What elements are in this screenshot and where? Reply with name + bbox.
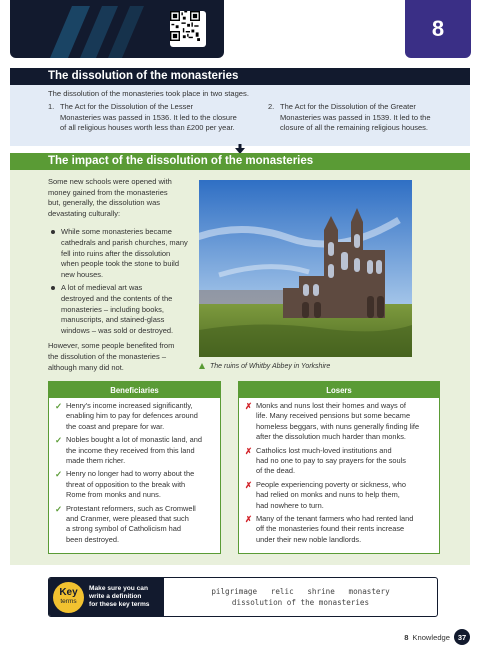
stage-1	[48, 102, 248, 134]
impact-body	[48, 177, 198, 373]
text-line: for these key terms	[89, 601, 150, 608]
beneficiaries-title: Beneficiaries	[49, 382, 220, 398]
text-line: windows – was sold or destroyed.	[61, 325, 174, 335]
key-badge-word: Key	[59, 587, 78, 598]
dissolution-section	[10, 68, 470, 146]
qr-code-graphic	[170, 11, 200, 41]
text-line: Some new schools were opened with	[48, 177, 172, 186]
qr-code-icon[interactable]	[170, 11, 206, 47]
cross-icon: ✗	[245, 445, 253, 456]
bullet-dot-icon	[51, 286, 55, 290]
terms-badge-word: terms	[60, 598, 77, 605]
dissolution-heading: The dissolution of the monasteries	[10, 68, 470, 85]
key-terms-label-panel	[49, 578, 164, 616]
cross-icon: ✗	[245, 514, 253, 525]
text-line: and Cranmer, were pleased that such	[66, 514, 189, 524]
key-terms-instruction	[89, 585, 161, 609]
text-line: manuscripts, and stained-glass	[61, 315, 165, 325]
text-line: made them richer.	[66, 456, 126, 466]
triangle-pointer-icon	[199, 363, 205, 369]
text-line: enabling him to pay for defences around	[66, 411, 198, 421]
beneficiary-item	[55, 504, 215, 546]
text-line: A lot of medieval art was	[61, 283, 143, 293]
abbey-illustration	[199, 180, 412, 357]
text-line: the coast and prepare for war.	[66, 421, 165, 431]
top-banner	[10, 0, 224, 58]
impact-heading: The impact of the dissolution of the monasteries	[10, 153, 470, 170]
tick-icon: ✓	[55, 435, 63, 446]
tick-icon: ✓	[55, 503, 63, 514]
text-line: money gained from the monasteries	[48, 187, 168, 197]
text-line: life. Many received pensions but some became	[256, 411, 411, 421]
stage-2-number: 2.	[268, 102, 275, 111]
loser-item	[245, 514, 434, 545]
losers-table	[238, 381, 440, 554]
loser-item	[245, 480, 434, 511]
text-line: fell into ruins after the dissolution	[61, 248, 171, 258]
dissolution-intro: The dissolution of the monasteries took place in two stages.	[48, 89, 249, 98]
losers-title: Losers	[239, 382, 439, 398]
impact-bullets	[48, 227, 198, 336]
text-line: While some monasteries became	[61, 227, 172, 237]
stage-1-line: Monasteries was passed in 1536. It led to the closure	[60, 112, 237, 122]
text-line: monasteries – including books,	[61, 304, 164, 314]
text-line: Catholics lost much-loved institutions and	[256, 445, 392, 455]
cross-icon: ✗	[245, 479, 253, 490]
text-line: Protestant reformers, such as Cromwell	[66, 503, 196, 513]
cross-icon: ✗	[245, 401, 253, 411]
text-line: been destroyed.	[66, 534, 120, 544]
text-line: Make sure you can	[89, 585, 149, 592]
key-terms-line: pilgrimage relic shrine monastery	[211, 587, 390, 596]
text-line: of the dead.	[256, 466, 296, 476]
text-line: after the dissolution much harder than monks.	[256, 432, 406, 442]
stage-2	[268, 102, 468, 134]
footer-section: Knowledge	[412, 632, 450, 642]
beneficiary-item	[55, 469, 215, 500]
key-terms-box	[48, 577, 438, 617]
text-line: under their new noble landlords.	[256, 534, 362, 544]
text-line: the dissolution of the monasteries –	[48, 351, 166, 361]
bullet-dot-icon	[51, 230, 55, 234]
text-line: homeless beggars, with nuns generally finding life	[256, 421, 420, 431]
loser-item	[245, 446, 434, 477]
text-line: cathedrals and parish churches, many	[61, 237, 188, 247]
text-line: had relied on monks and nuns to help them,	[256, 490, 400, 500]
text-line: destroyed and the contents of the	[61, 293, 173, 303]
text-line: when people took the stone to build	[61, 259, 180, 269]
bullet-item	[48, 283, 198, 336]
text-line: However, some people benefited from	[48, 341, 175, 351]
text-line: devastating culturally:	[48, 208, 121, 218]
chapter-number-tab: 8	[405, 0, 471, 58]
text-line: a strong symbol of Catholicism had	[66, 524, 182, 534]
text-line: Many of the tenant farmers who had rented land	[256, 514, 414, 524]
whitby-abbey-photo	[199, 180, 412, 357]
tick-icon: ✓	[55, 469, 63, 480]
text-line: write a definition	[89, 593, 142, 600]
impact-section	[10, 153, 470, 565]
key-terms-list	[164, 578, 437, 616]
text-line: had nowhere to turn.	[256, 500, 324, 510]
loser-item	[245, 401, 434, 443]
text-line: threat of opposition to the break with	[66, 479, 186, 489]
key-terms-line: dissolution of the monasteries	[231, 598, 370, 607]
impact-intro	[48, 177, 198, 219]
tick-icon: ✓	[55, 401, 63, 411]
key-terms-badge	[53, 582, 84, 613]
stage-2-line: closure of all the remaining religious houses.	[280, 123, 428, 133]
text-line: the income they received from this land	[66, 445, 195, 455]
text-line: People experiencing poverty or sickness, who	[256, 479, 406, 489]
beneficiaries-table	[48, 381, 221, 554]
stage-1-line: The Act for the Dissolution of the Lesser	[60, 102, 193, 111]
photo-caption	[199, 363, 330, 370]
beneficiary-item	[55, 401, 215, 432]
footer-chapter: 8	[404, 632, 409, 642]
text-line: new houses.	[61, 269, 104, 279]
beneficiary-item	[55, 435, 215, 466]
text-line: although many did not.	[48, 362, 124, 372]
page-number: 37	[454, 629, 470, 645]
stage-2-line: Monasteries was passed in 1539. It led to the	[280, 112, 431, 122]
stage-1-number: 1.	[48, 102, 55, 111]
stage-1-line: of all religious houses worth less than £200 per year.	[60, 123, 235, 133]
bullet-item	[48, 227, 198, 280]
impact-outro	[48, 341, 198, 373]
text-line: Nobles bought a lot of monastic land, and	[66, 435, 202, 445]
text-line: Rome from monks and nuns.	[66, 490, 161, 500]
photo-caption-text: The ruins of Whitby Abbey in Yorkshire	[210, 363, 331, 370]
text-line: but, generally, the dissolution was	[48, 198, 161, 208]
text-line: Henry no longer had to worry about the	[66, 469, 195, 479]
text-line: Henry's income increased significantly,	[66, 401, 193, 410]
text-line: Monks and nuns lost their homes and ways of	[256, 401, 406, 410]
stage-2-line: The Act for the Dissolution of the Greater	[280, 102, 416, 111]
text-line: had no one to pay to say prayers for the souls	[256, 456, 406, 466]
text-line: off the monasteries found their rents increase	[256, 524, 405, 534]
page-footer	[404, 629, 470, 645]
